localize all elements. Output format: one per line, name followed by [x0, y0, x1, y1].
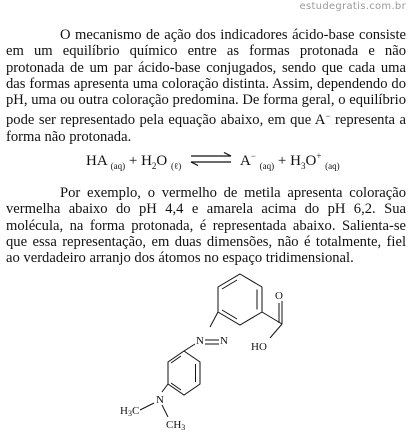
atom-oxygen: O: [275, 290, 283, 302]
methyl-right: CH3: [166, 419, 186, 432]
paragraph-example: Por exemplo, o vermelho de metila apresenta coloração vermelha abaixo do pH 4,4 e amarela acima do pH 6,2. Sua molécula, na forma protonada, é representada abaixo. Salienta-se que essa representação, em duas dimensões, não é totalmente, fiel ao verdadeiro arranjo dos átomos no espaço tridimensional.: [6, 185, 406, 267]
eq-hydronium-o: O: [305, 153, 317, 169]
eq-water-h: H: [141, 153, 152, 169]
eq-hydronium-charge: +: [316, 151, 322, 161]
eq-hydronium-sub: 3: [300, 161, 306, 171]
atom-hydroxyl: HO: [251, 341, 267, 353]
eq-reactant-ha-state: (aq): [110, 161, 126, 171]
eq-product-a-state: (aq): [259, 161, 275, 171]
eq-product-a-charge: −: [250, 151, 256, 161]
atom-azo-n-left: N: [196, 335, 204, 347]
methyl-red-structure: [120, 272, 320, 432]
methyl-left: H3C: [120, 405, 140, 418]
equilibrium-equation: [86, 151, 406, 175]
paragraph-intro-superscript: −: [325, 111, 331, 122]
eq-water-o: O: [156, 153, 168, 169]
equilibrium-arrow-icon: [189, 152, 233, 166]
eq-product-a: A: [240, 153, 251, 169]
eq-hydronium-state: (aq): [325, 161, 340, 171]
paragraph-intro-end: representa a forma não protonada.: [6, 112, 407, 145]
eq-water-sub: 2: [151, 161, 157, 171]
eq-reactant-ha: HA: [86, 153, 107, 169]
benzene-ring-top: [218, 274, 262, 325]
eq-plus-2: +: [274, 153, 291, 169]
atom-azo-n-right: N: [220, 335, 228, 347]
atom-amine-n: N: [156, 394, 164, 406]
paragraph-intro: [6, 27, 406, 145]
paragraph-intro-text: O mecanismo de ação dos indicadores ácido-base consiste em um equilíbrio químico entre as formas protonada e não protonada de um par ácido-base conjugados, sendo que cada uma das formas apresenta uma coloração distinta. Assim, dependendo do pH, uma ou outra coloração predomina. De forma geral, o equilíbrio pode ser representado pela equação abaixo, em que A: [6, 27, 406, 129]
eq-plus-1: +: [125, 153, 142, 169]
watermark: estudegratis.com.br: [299, 1, 406, 12]
eq-hydronium-h: H: [290, 153, 301, 169]
eq-water-state: (ℓ): [171, 161, 182, 171]
